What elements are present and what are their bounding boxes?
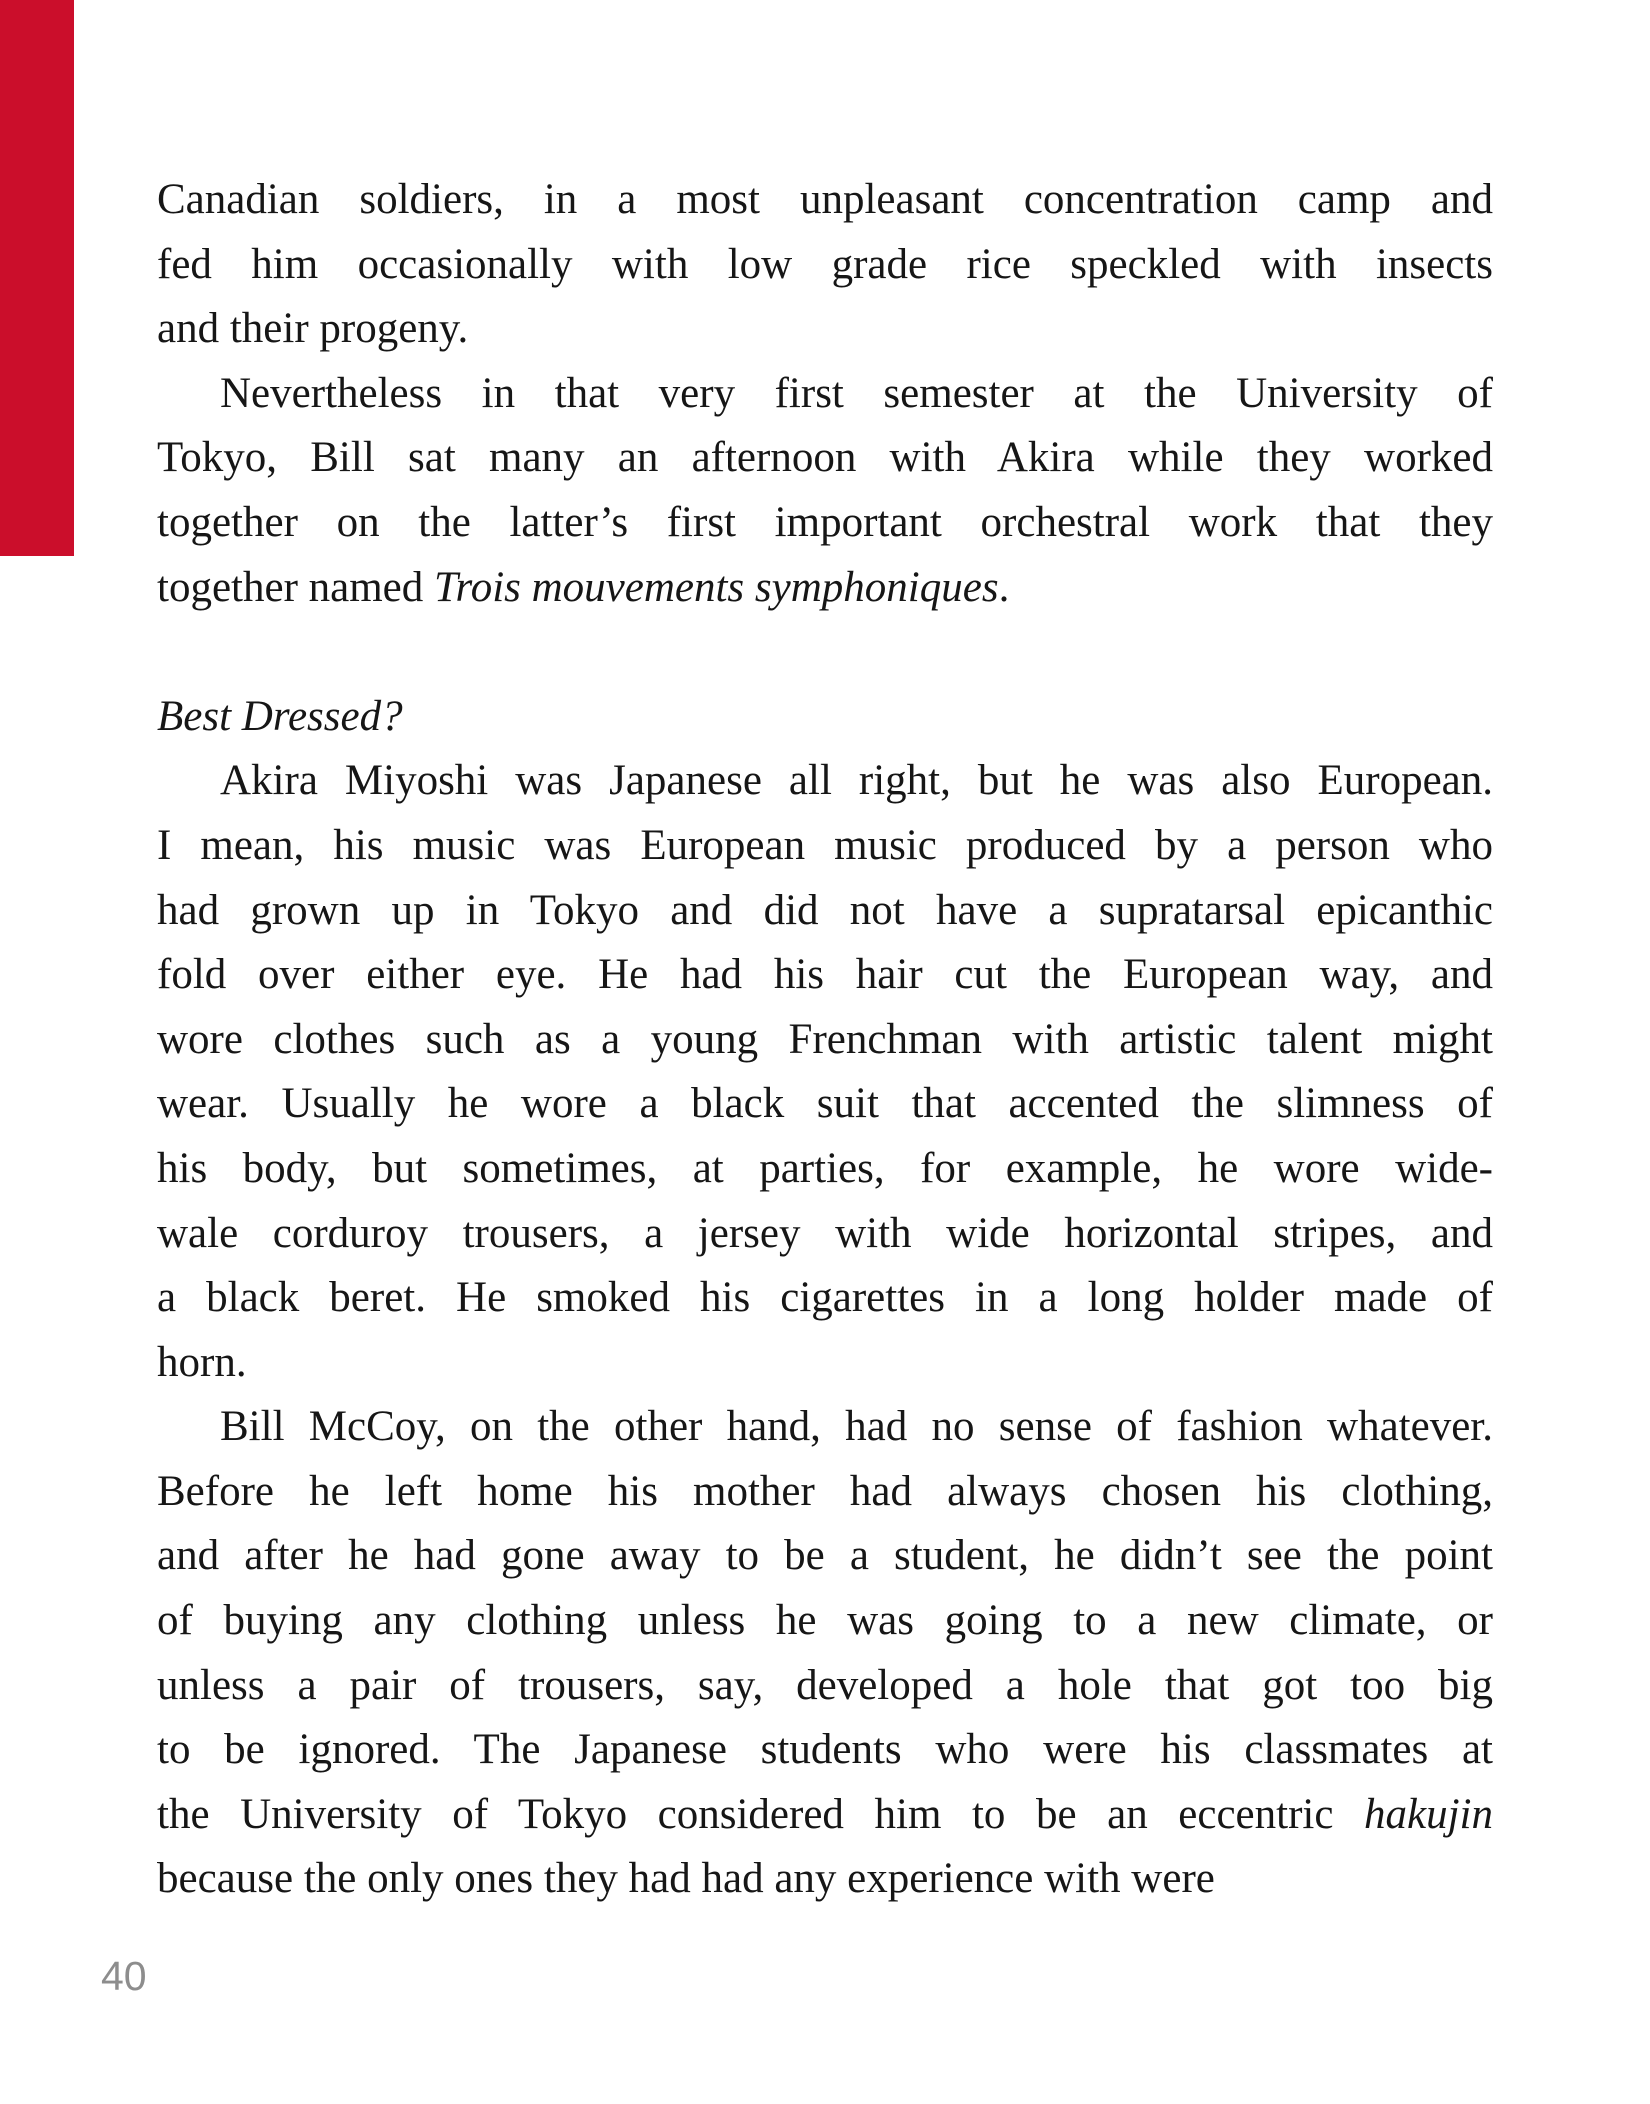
text-line: wear. Usually he wore a black suit that accented the slimness of (157, 1080, 1493, 1128)
text-line: and their progeny. (157, 305, 469, 353)
text-line: together named Trois mouvements symphoniques. (157, 563, 1010, 611)
text-line: of buying any clothing unless he was going to a new climate, or (157, 1597, 1493, 1645)
text-line: wore clothes such as a young Frenchman with artistic talent might (157, 1015, 1493, 1063)
text-line: fed him occasionally with low grade rice speckled with insects (157, 240, 1493, 288)
text-line: horn. (157, 1338, 247, 1386)
text-line: because the only ones they had had any experience with were (157, 1855, 1215, 1903)
text-line: a black beret. He smoked his cigarettes in a long holder made of (157, 1274, 1493, 1322)
text-line: Canadian soldiers, in a most unpleasant concentration camp and (157, 176, 1493, 223)
text-line: Nevertheless in that very first semester at the University of (220, 369, 1493, 417)
text-line: to be ignored. The Japanese students who were his classmates at (157, 1726, 1493, 1774)
text-line: together on the latter’s first important orchestral work that they (157, 498, 1493, 546)
text-line: and after he had gone away to be a student, he didn’t see the point (157, 1532, 1493, 1580)
blank-line (157, 620, 1493, 685)
book-page-text (157, 168, 1493, 1912)
section-heading: Best Dressed? (157, 692, 403, 740)
text-line: I mean, his music was European music produced by a person who (157, 821, 1493, 869)
text-line: Akira Miyoshi was Japanese all right, but he was also European. (220, 757, 1493, 805)
text-line: the University of Tokyo considered him to be an eccentric hakujin (157, 1790, 1493, 1838)
page-number: 40 (101, 1953, 147, 1999)
chapter-accent-bar (0, 0, 74, 556)
text-line: his body, but sometimes, at parties, for example, he wore wide- (157, 1144, 1493, 1192)
text-line: Before he left home his mother had always chosen his clothing, (157, 1467, 1493, 1515)
text-line: unless a pair of trousers, say, developed a hole that got too big (157, 1661, 1493, 1709)
text-line: had grown up in Tokyo and did not have a supratarsal epicanthic (157, 886, 1493, 934)
text-line: Bill McCoy, on the other hand, had no sense of fashion whatever. (220, 1403, 1493, 1451)
text-line: Tokyo, Bill sat many an afternoon with Akira while they worked (157, 434, 1493, 482)
text-line: fold over either eye. He had his hair cut the European way, and (157, 951, 1493, 999)
text-line: wale corduroy trousers, a jersey with wide horizontal stripes, and (157, 1209, 1493, 1257)
